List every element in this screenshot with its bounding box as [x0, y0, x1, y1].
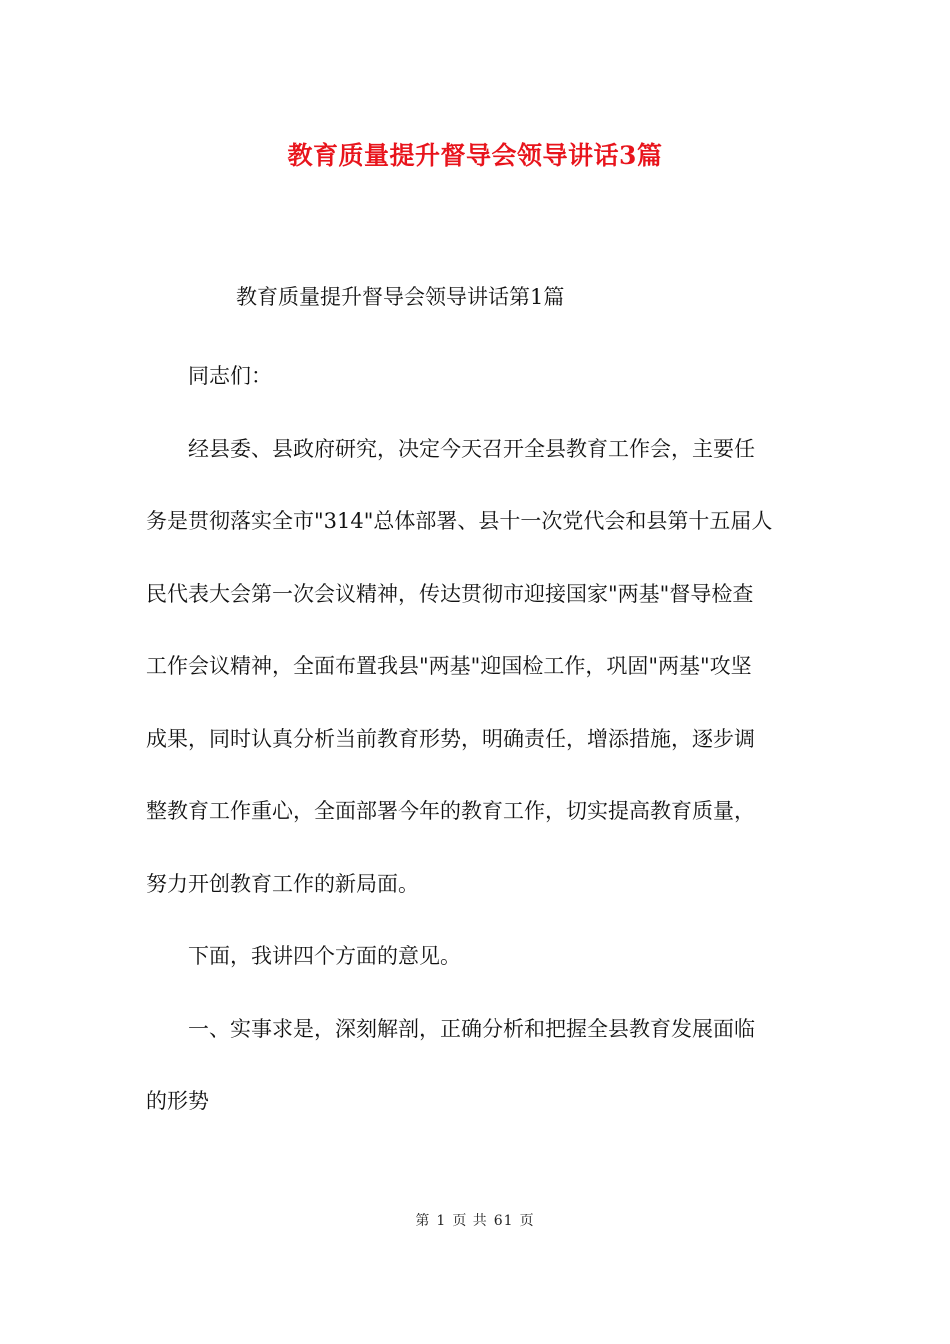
greeting-paragraph	[146, 340, 806, 413]
text-line: 工作会议精神，全面布置我县"两基"迎国检工作，巩固"两基"攻坚	[146, 654, 752, 678]
text-line: 下面，我讲四个方面的意见。	[188, 944, 461, 968]
footer-suffix: 页	[519, 1213, 535, 1229]
footer-total-pages: 61	[493, 1213, 514, 1229]
text-line: 成果，同时认真分析当前教育形势，明确责任，增添措施，逐步调	[146, 726, 755, 751]
section-one-heading	[146, 993, 806, 1138]
text-line: 努力开创教育工作的新局面。	[146, 871, 419, 896]
text-line: 务是贯彻落实全市"314"总体部署、县十一次党代会和县第十五届人	[146, 509, 773, 533]
footer-middle: 页 共	[452, 1213, 488, 1229]
outline-paragraph	[146, 920, 806, 993]
page-footer	[0, 1210, 950, 1230]
document-title: 教育质量提升督导会领导讲话3篇	[287, 141, 663, 170]
footer-prefix: 第	[415, 1213, 431, 1229]
text-line: 民代表大会第一次会议精神，传达贯彻市迎接国家"两基"督导检查	[146, 581, 754, 606]
text-line: 整教育工作重心，全面部署今年的教育工作，切实提高教育质量，	[146, 799, 755, 823]
intro-paragraph	[146, 413, 806, 921]
text-line: 经县委、县政府研究，决定今天召开全县教育工作会，主要任	[188, 436, 755, 461]
section-subtitle: 教育质量提升督导会领导讲话第1篇	[236, 285, 565, 309]
footer-current-page: 1	[436, 1213, 447, 1229]
text-line: 的形势	[146, 1089, 209, 1113]
document-body	[146, 340, 806, 1138]
text-line: 同志们：	[188, 364, 272, 388]
text-line: 一、实事求是，深刻解剖，正确分析和把握全县教育发展面临	[188, 1016, 755, 1041]
